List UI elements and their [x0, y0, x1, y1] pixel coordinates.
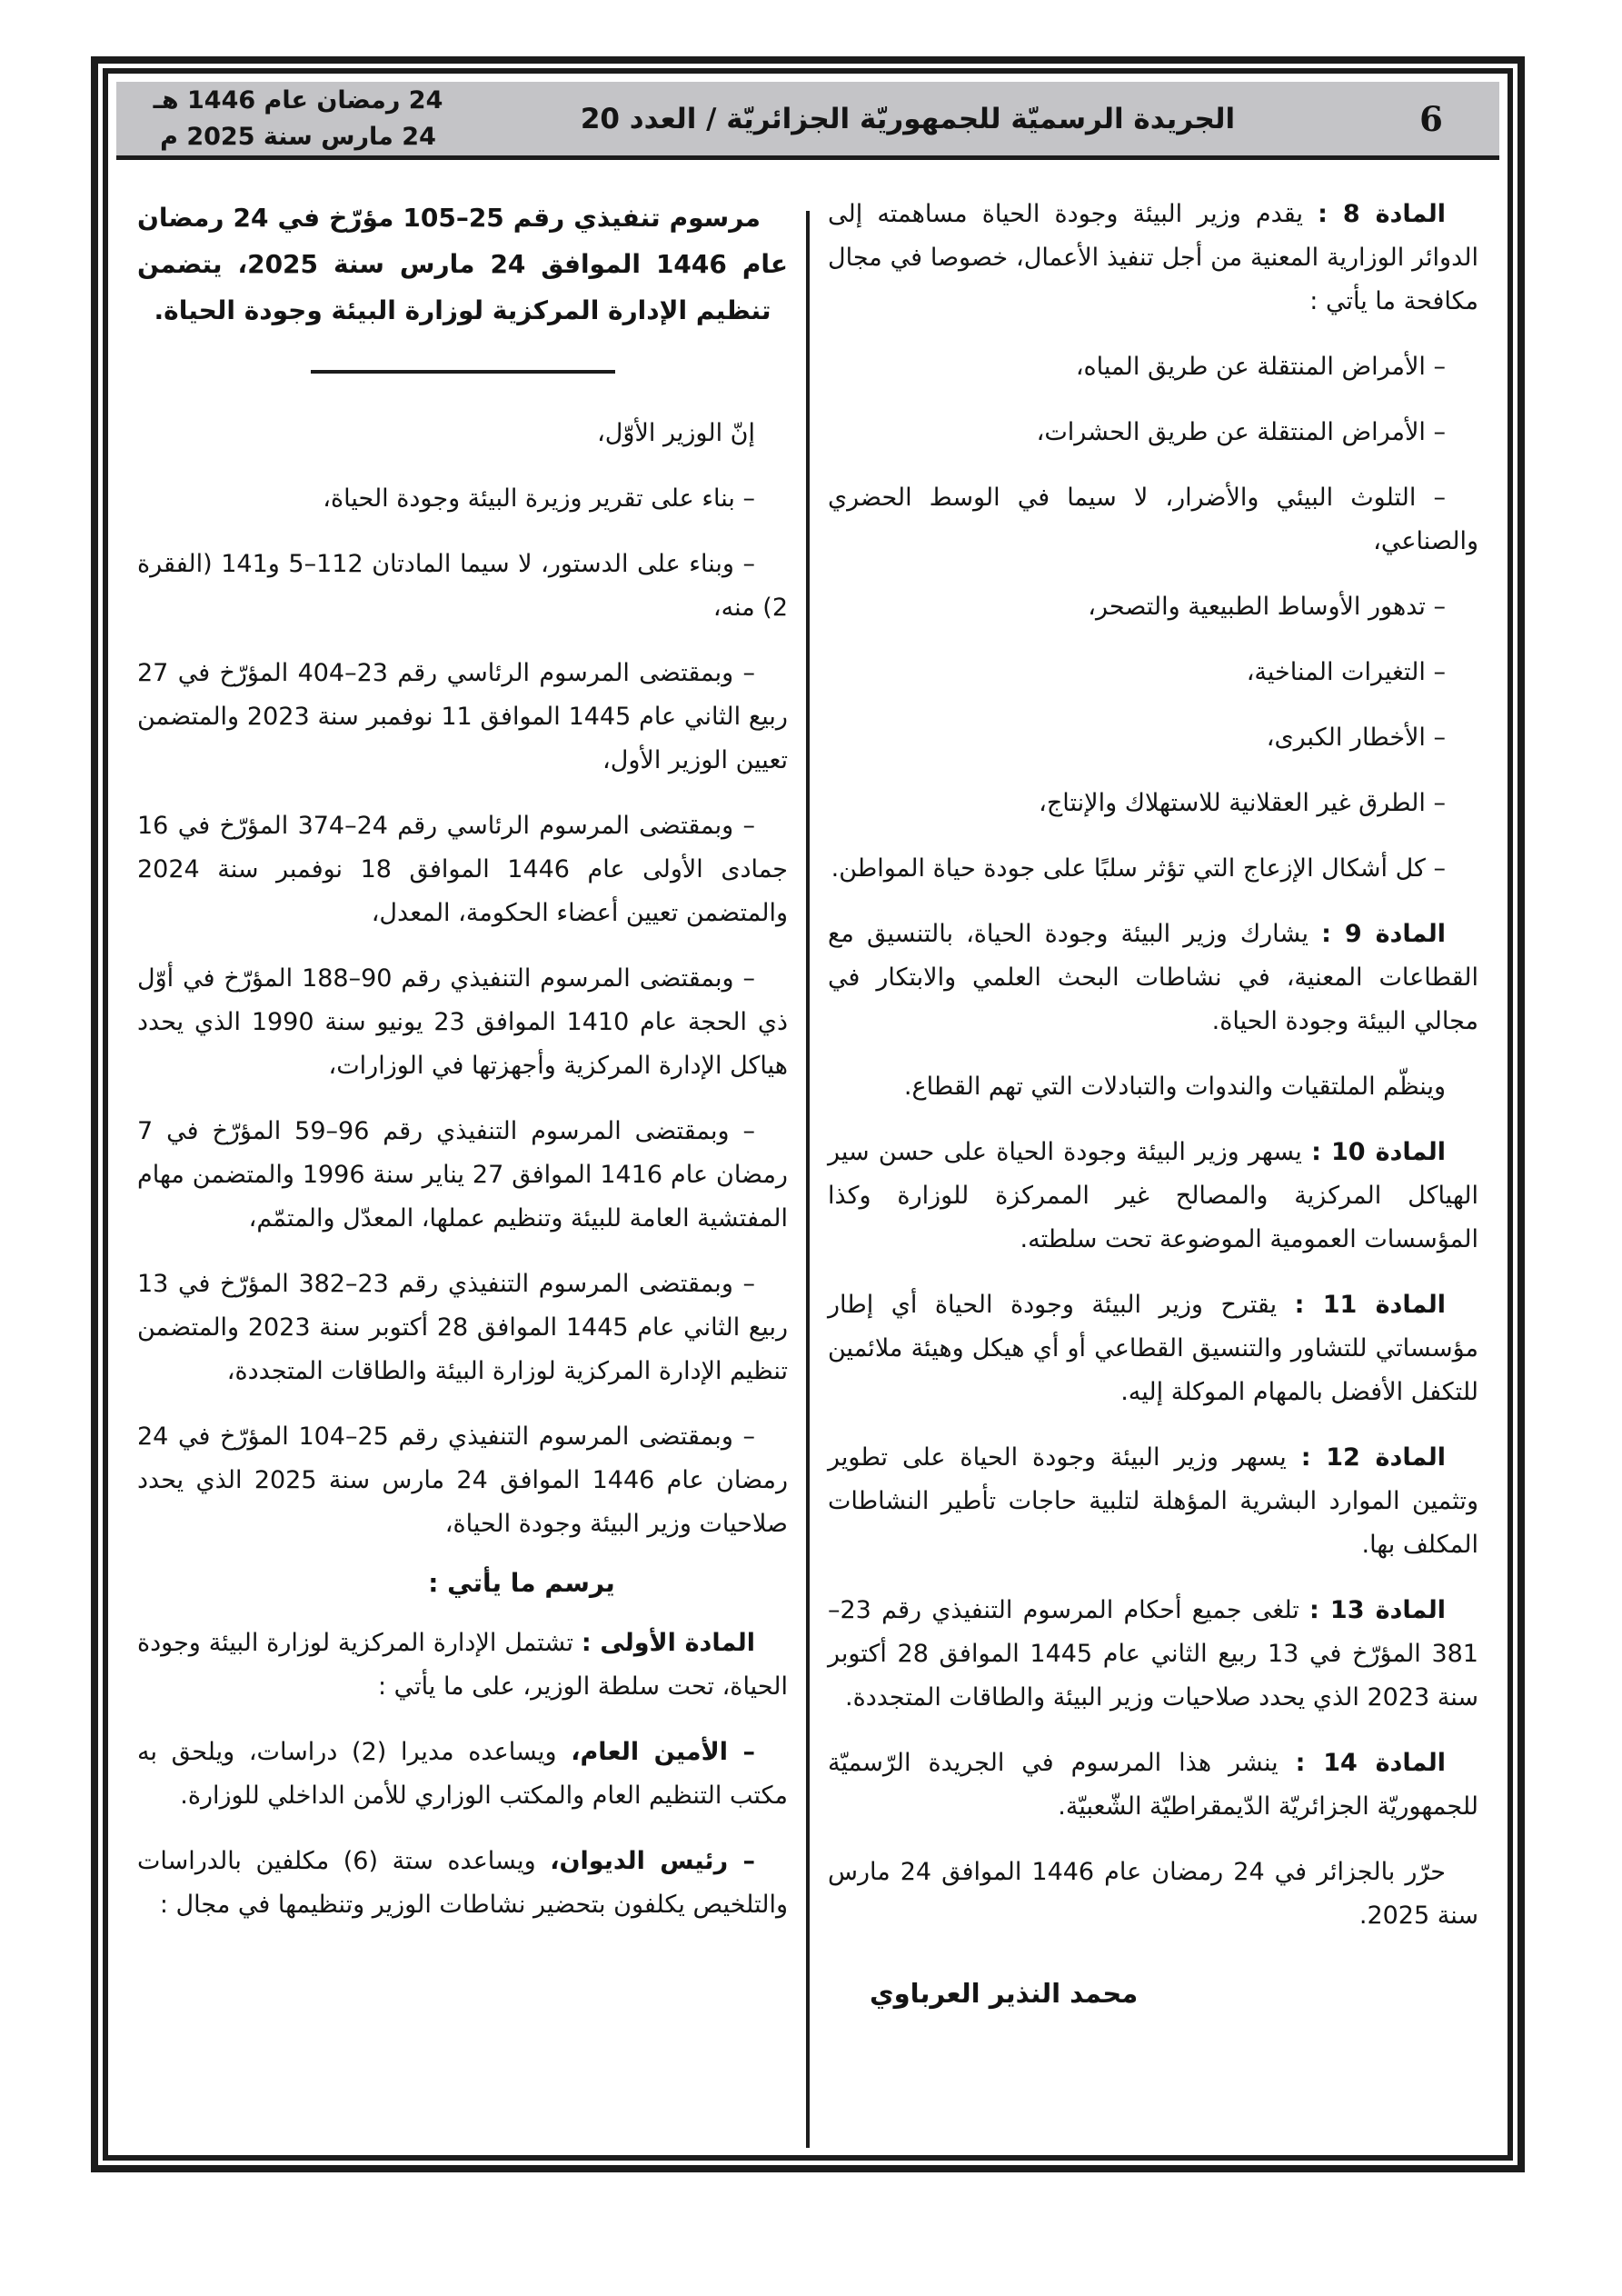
- article-10-label: المادة 10 :: [1311, 1138, 1446, 1166]
- article-12-text: يسهر وزير البيئة وجودة الحياة على تطوير وتثمين الموارد البشرية المؤهلة لتلبية حاجات تأطير النشاطات المكلف بها.: [828, 1443, 1478, 1559]
- article-8: [828, 193, 1478, 324]
- article-13: [828, 1589, 1478, 1720]
- visa-decree-90-188: – وبمقتضى المرسوم التنفيذي رقم 90–188 المؤرّخ في أوّل ذي الحجة عام 1410 الموافق 23 يونيو سنة 1990 الذي يحدد هياكل الإدارة المركزية وأجهزتها في الوزارات،: [137, 964, 788, 1080]
- article-10-text: يسهر وزير البيئة وجودة الحياة على حسن سير الهياكل المركزية والمصالح غير الممركزة للوزارة وكذا المؤسسات العمومية الموضوعة تحت سلطته.: [828, 1138, 1478, 1253]
- page-number: 6: [1419, 98, 1443, 139]
- closing-statement: حرّر بالجزائر في 24 رمضان عام 1446 الموافق 24 مارس سنة 2025.: [828, 1858, 1478, 1930]
- preamble-intro: إنّ الوزير الأوّل،: [597, 419, 755, 447]
- visa-decree-24-374: – وبمقتضى المرسوم الرئاسي رقم 24–374 المؤرّخ في 16 جمادى الأولى عام 1446 الموافق 18 نوفمبر سنة 2024 والمتضمن تعيين أعضاء الحكومة، المعدل،: [137, 812, 788, 927]
- article-8-bullet-climate: – التغيرات المناخية،: [1246, 658, 1446, 686]
- visa-decree-25-104: – وبمقتضى المرسوم التنفيذي رقم 25–104 المؤرّخ في 24 رمضان عام 1446 الموافق 24 مارس سنة 2025 الذي يحدد صلاحيات وزير البيئة وجودة الحياة،: [137, 1423, 788, 1538]
- article-8-bullet-consumption: – الطرق غير العقلانية للاستهلاك والإنتاج،: [1039, 789, 1446, 817]
- decree-clause: يرسم ما يأتي :: [428, 1568, 615, 1598]
- page-content: [119, 169, 1497, 2148]
- article-8-text: يقدم وزير البيئة وجودة الحياة مساهمته إلى الدوائر الوزارية المعنية من أجل تنفيذ الأعمال، خصوصا في مجال مكافحة ما يأتي :: [828, 200, 1478, 315]
- date-hijri: 24 رمضان عام 1446 هـ: [153, 86, 443, 115]
- visa-decree-23-404: – وبمقتضى المرسوم الرئاسي رقم 23–404 المؤرّخ في 27 ربيع الثاني عام 1445 الموافق 11 نوفمبر سنة 2023 والمتضمن تعيين الوزير الأول،: [137, 659, 788, 774]
- article-14: [828, 1742, 1478, 1829]
- article-8-bullet-nuisance: – كل أشكال الإزعاج التي تؤثر سلبًا على جودة حياة المواطن.: [831, 854, 1446, 883]
- article-14-label: المادة 14 :: [1295, 1749, 1447, 1777]
- article-8-bullet-pollution: – التلوث البيئي والأضرار، لا سيما في الوسط الحضري والصناعي،: [828, 484, 1478, 555]
- article-first-label: المادة الأولى :: [581, 1629, 756, 1657]
- visa-decree-23-382: – وبمقتضى المرسوم التنفيذي رقم 23–382 المؤرّخ في 13 ربيع الثاني عام 1445 الموافق 28 أكتوبر سنة 2023 والمتضمن تنظيم الإدارة المركزية لوزارة البيئة والطاقات المتجددة،: [137, 1270, 788, 1385]
- article-10: [828, 1131, 1478, 1262]
- title-divider: [311, 370, 615, 374]
- article-12-label: المادة 12 :: [1300, 1443, 1446, 1472]
- item-cabinet-chief: [137, 1840, 788, 1927]
- article-9: [828, 913, 1478, 1043]
- article-14-text: ينشر هذا المرسوم في الجريدة الرّسميّة للجمهوريّة الجزائريّة الدّيمقراطيّة الشّعبيّة.: [828, 1749, 1478, 1821]
- article-8-bullet-risks: – الأخطار الكبرى،: [1266, 724, 1446, 752]
- article-11-label: المادة 11 :: [1294, 1291, 1447, 1319]
- item-secretary-general-text: ويساعده مديرا (2) دراسات، ويلحق به مكتب التنظيم العام والمكتب الوزاري للأمن الداخلي للوزارة.: [137, 1738, 788, 1810]
- date-gregorian: 24 مارس سنة 2025 م: [160, 122, 436, 151]
- visa-report: – بناء على تقرير وزيرة البيئة وجودة الحياة،: [323, 484, 755, 513]
- journal-title: الجريدة الرسميّة للجمهوريّة الجزائريّة / العدد 20: [580, 102, 1236, 135]
- column-right: [810, 169, 1497, 2148]
- page-frame: [91, 56, 1525, 2172]
- article-9-label: المادة 9 :: [1321, 920, 1447, 948]
- item-cabinet-chief-label: – رئيس الديوان،: [550, 1847, 755, 1875]
- column-divider: [806, 211, 810, 2148]
- article-9-text: يشارك وزير البيئة وجودة الحياة، بالتنسيق مع القطاعات المعنية، في نشاطات البحث العلمي والابتكار في مجالي البيئة وجودة الحياة.: [828, 920, 1478, 1035]
- visa-decree-96-59: – وبمقتضى المرسوم التنفيذي رقم 96–59 المؤرّخ في 7 رمضان عام 1416 الموافق 27 يناير سنة 1996 والمتضمن مهام المفتشية العامة للبيئة وتنظيم عملها، المعدّل والمتمّم،: [137, 1117, 788, 1233]
- decree-title: مرسوم تنفيذي رقم 25–105 مؤرّخ في 24 رمضان عام 1446 الموافق 24 مارس سنة 2025، يتضمن تنظيم الإدارة المركزية لوزارة البيئة وجودة الحياة.: [137, 203, 788, 325]
- header-dates: [116, 83, 453, 154]
- article-13-text: تلغى جميع أحكام المرسوم التنفيذي رقم 23–381 المؤرّخ في 13 ربيع الثاني عام 1445 الموافق 28 أكتوبر سنة 2023 الذي يحدد صلاحيات وزير البيئة والطاقات المتجددة.: [828, 1596, 1478, 1712]
- article-8-label: المادة 8 :: [1318, 200, 1447, 228]
- header-bar: [116, 82, 1499, 160]
- item-cabinet-chief-text: ويساعده ستة (6) مكلفين بالدراسات والتلخيص يكلفون بتحضير نشاطات الوزير وتنظيمها في مجال :: [137, 1847, 788, 1919]
- item-secretary-general: [137, 1731, 788, 1818]
- item-secretary-general-label: – الأمين العام،: [571, 1738, 756, 1766]
- visa-constitution: – وبناء على الدستور، لا سيما المادتان 112–5 و141 (الفقرة 2) منه،: [137, 550, 788, 622]
- article-first-text: تشتمل الإدارة المركزية لوزارة البيئة وجودة الحياة، تحت سلطة الوزير، على ما يأتي :: [137, 1629, 788, 1701]
- page-frame-inner: [103, 68, 1513, 2161]
- article-8-bullet-insects: – الأمراض المنتقلة عن طريق الحشرات،: [1036, 418, 1446, 446]
- article-11-text: يقترح وزير البيئة وجودة الحياة أي إطار مؤسساتي للتشاور والتنسيق القطاعي أو أي هيكل وهيئة ملائمين للتكفل الأفضل بالمهام الموكلة إليه.: [828, 1291, 1478, 1406]
- article-first: [137, 1622, 788, 1709]
- article-8-bullet-degradation: – تدهور الأوساط الطبيعية والتصحر،: [1088, 593, 1446, 621]
- article-8-bullet-water: – الأمراض المنتقلة عن طريق المياه،: [1075, 353, 1446, 381]
- column-left: [119, 169, 806, 2148]
- article-11: [828, 1283, 1478, 1414]
- article-12: [828, 1436, 1478, 1567]
- signature: محمد النذير العرباوي: [870, 1978, 1139, 2009]
- article-9-extra: وينظّم الملتقيات والندوات والتبادلات التي تهم القطاع.: [903, 1073, 1446, 1101]
- article-13-label: المادة 13 :: [1309, 1596, 1446, 1624]
